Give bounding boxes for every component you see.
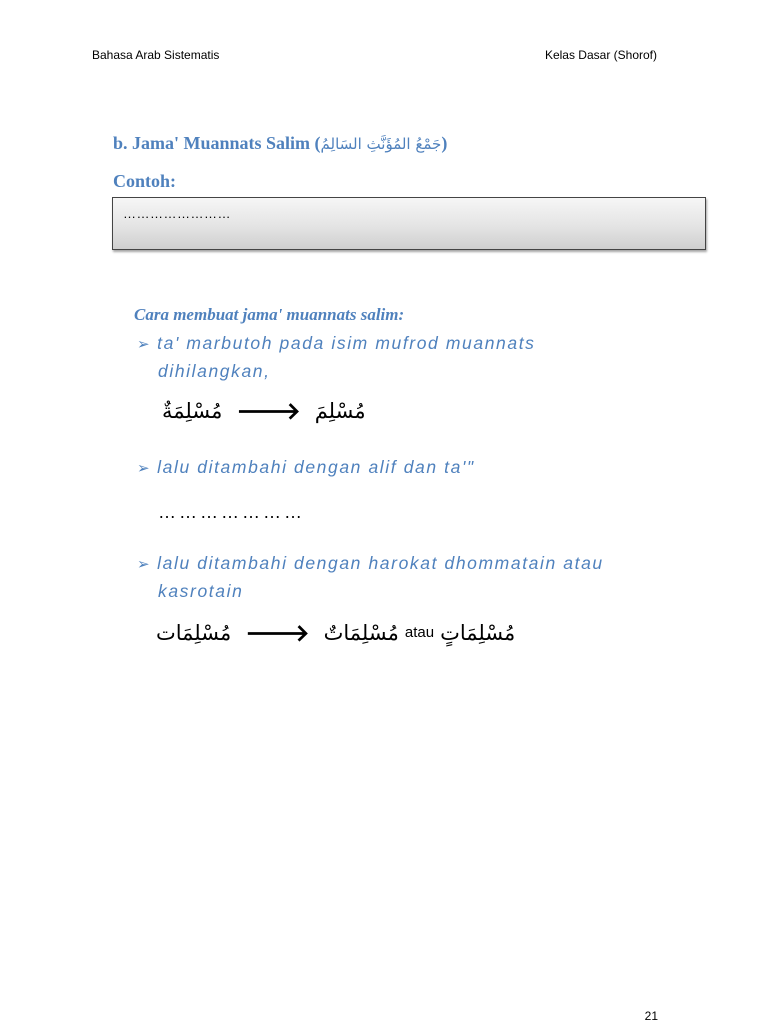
- bullet-arrow-icon: ➢: [137, 556, 152, 573]
- section-title-arabic: جَمْعُ المُؤَنَّثِ السَالِمُ: [320, 135, 442, 153]
- step3-line2: kasrotain: [158, 581, 244, 601]
- section-title-prefix: b. Jama' Muannats Salim (: [113, 133, 321, 153]
- header-right: Kelas Dasar (Shorof): [544, 48, 657, 62]
- example-box: [112, 197, 706, 250]
- step3-from: مُسْلِمَات: [156, 620, 232, 645]
- page-number: 21: [644, 1009, 658, 1023]
- step3-atau: atau: [404, 624, 435, 641]
- bullet-arrow-icon: ➢: [137, 336, 152, 353]
- bullet-arrow-icon: ➢: [137, 460, 152, 477]
- step3-text: [137, 550, 637, 604]
- step3-to-b: مُسْلِمَاتٍ: [440, 620, 516, 645]
- step1-line2: dihilangkan,: [158, 361, 271, 381]
- step3-example: [156, 618, 515, 647]
- step1-to: مُسْلِمَ: [314, 398, 366, 423]
- example-placeholder: ……………………: [123, 206, 231, 221]
- header-left: Bahasa Arab Sistematis: [92, 48, 220, 62]
- step1-text: [137, 330, 637, 384]
- step1-example: [162, 396, 366, 425]
- step2-dots: …………………: [158, 502, 305, 522]
- right-arrow-icon: 🡒: [236, 397, 301, 425]
- step1-from: مُسْلِمَةٌ: [162, 398, 223, 423]
- step3-line1: lalu ditambahi dengan harokat dhommatain atau: [157, 553, 604, 573]
- contoh-label: Contoh:: [113, 171, 177, 191]
- step3-to-a: مُسْلِمَاتٌ: [323, 620, 399, 645]
- step2-line: lalu ditambahi dengan alif dan ta'": [157, 457, 475, 477]
- right-arrow-icon: 🡒: [245, 619, 310, 647]
- section-title-suffix: ): [441, 133, 448, 153]
- method-subtitle: Cara membuat jama' muannats salim:: [134, 305, 405, 324]
- step1-line1: ta' marbutoh pada isim mufrod muannats: [157, 333, 536, 353]
- section-title: [113, 133, 447, 154]
- step2-text: [137, 454, 637, 482]
